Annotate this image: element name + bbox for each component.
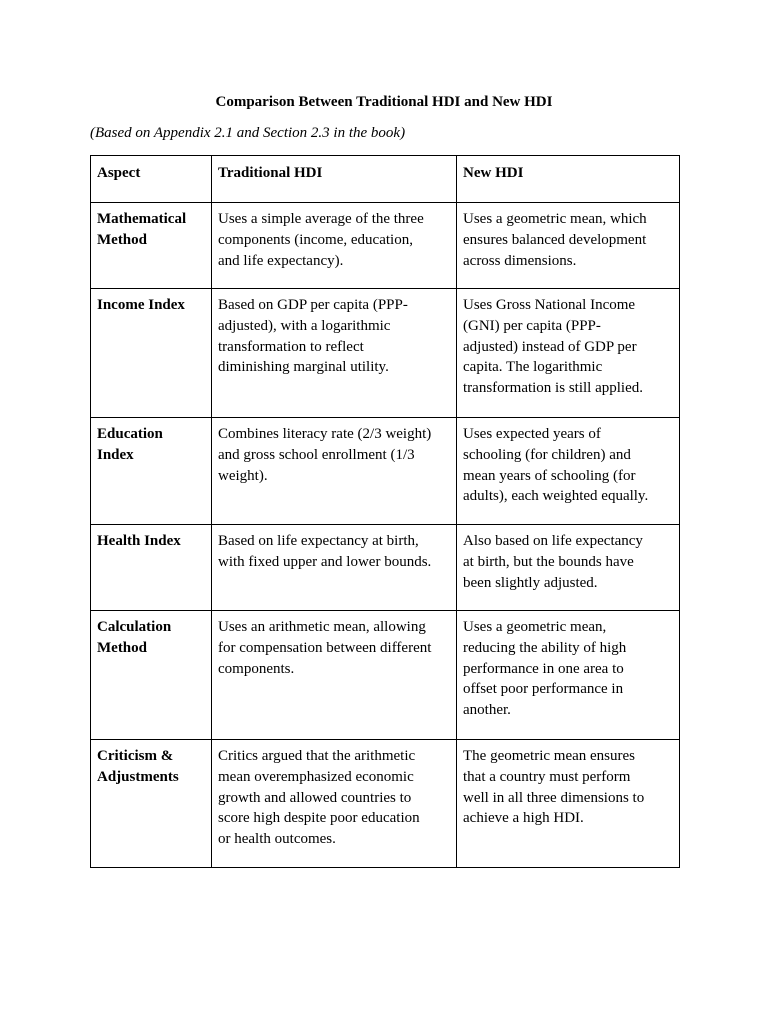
cell-line: adults), each weighted equally. bbox=[463, 488, 649, 505]
cell-line: Uses a simple average of the three bbox=[218, 211, 424, 227]
cell-line: (GNI) per capita (PPP- bbox=[463, 317, 601, 334]
table-row bbox=[91, 418, 680, 525]
cell-line: performance in one area to bbox=[463, 660, 624, 677]
cell-line: Adjustments bbox=[97, 768, 179, 785]
cell-line: Mathematical bbox=[97, 211, 187, 227]
cell-line: for compensation between different bbox=[218, 639, 432, 656]
cell-line: Based on life expectancy at birth, bbox=[218, 533, 419, 549]
cell-line: capita. The logarithmic bbox=[463, 359, 603, 376]
cell-line: across dimensions. bbox=[463, 252, 577, 269]
aspect-cell bbox=[91, 525, 212, 611]
cell-line: with fixed upper and lower bounds. bbox=[218, 553, 432, 570]
cell-line: diminishing marginal utility. bbox=[218, 359, 389, 376]
table-row bbox=[91, 525, 680, 611]
new-cell bbox=[457, 525, 680, 611]
cell-line: adjusted), with a logarithmic bbox=[218, 317, 391, 334]
cell-line: Health Index bbox=[97, 533, 181, 549]
aspect-cell bbox=[91, 611, 212, 740]
table-row bbox=[91, 740, 680, 868]
cell-line: Uses a geometric mean, bbox=[463, 619, 607, 635]
table-row bbox=[91, 611, 680, 740]
new-cell bbox=[457, 418, 680, 525]
aspect-cell bbox=[91, 740, 212, 868]
table-row bbox=[91, 203, 680, 289]
header-cell-aspect: Aspect bbox=[91, 156, 212, 203]
cell-line: transformation to reflect bbox=[218, 338, 364, 355]
cell-line: at birth, but the bounds have bbox=[463, 553, 634, 570]
traditional-cell bbox=[212, 289, 457, 418]
new-cell bbox=[457, 289, 680, 418]
cell-line: offset poor performance in bbox=[463, 681, 624, 698]
cell-line: Calculation bbox=[97, 619, 172, 635]
traditional-cell bbox=[212, 203, 457, 289]
cell-line: and gross school enrollment (1/3 bbox=[218, 446, 415, 463]
cell-line: been slightly adjusted. bbox=[463, 574, 598, 591]
cell-line: Uses expected years of bbox=[463, 426, 601, 442]
cell-line: growth and allowed countries to bbox=[218, 789, 412, 806]
traditional-cell bbox=[212, 418, 457, 525]
cell-line: Critics argued that the arithmetic bbox=[218, 748, 416, 764]
cell-line: achieve a high HDI. bbox=[463, 810, 584, 827]
cell-line: mean years of schooling (for bbox=[463, 467, 636, 484]
cell-line: and life expectancy). bbox=[218, 252, 344, 269]
cell-line: Method bbox=[97, 231, 147, 248]
cell-line: Also based on life expectancy bbox=[463, 533, 643, 549]
table-row bbox=[91, 289, 680, 418]
cell-line: that a country must perform bbox=[463, 768, 631, 785]
cell-line: Criticism & bbox=[97, 748, 174, 764]
cell-line: weight). bbox=[218, 467, 268, 484]
cell-line: Based on GDP per capita (PPP- bbox=[218, 297, 408, 313]
document-subtitle: (Based on Appendix 2.1 and Section 2.3 in the book) bbox=[90, 125, 406, 141]
cell-line: Combines literacy rate (2/3 weight) bbox=[218, 426, 432, 442]
new-cell bbox=[457, 203, 680, 289]
traditional-cell bbox=[212, 525, 457, 611]
header-cell-traditional-hdi: Traditional HDI bbox=[212, 156, 457, 203]
cell-line: Method bbox=[97, 639, 147, 656]
cell-line: another. bbox=[463, 702, 511, 719]
cell-line: adjusted) instead of GDP per bbox=[463, 338, 637, 355]
document-title: Comparison Between Traditional HDI and New HDI bbox=[215, 94, 553, 110]
cell-line: Income Index bbox=[97, 297, 185, 313]
new-cell bbox=[457, 740, 680, 868]
cell-line: components. bbox=[218, 660, 295, 677]
cell-line: components (income, education, bbox=[218, 231, 413, 248]
cell-line: The geometric mean ensures bbox=[463, 748, 636, 764]
cell-line: mean overemphasized economic bbox=[218, 768, 414, 785]
table-header-row bbox=[91, 156, 680, 203]
traditional-cell bbox=[212, 740, 457, 868]
cell-line: Uses an arithmetic mean, allowing bbox=[218, 619, 426, 635]
cell-line: Uses a geometric mean, which bbox=[463, 211, 647, 227]
cell-line: Education bbox=[97, 426, 163, 442]
cell-line: ensures balanced development bbox=[463, 231, 647, 248]
traditional-cell bbox=[212, 611, 457, 740]
aspect-cell bbox=[91, 289, 212, 418]
cell-line: score high despite poor education bbox=[218, 810, 420, 827]
cell-line: or health outcomes. bbox=[218, 831, 336, 848]
cell-line: reducing the ability of high bbox=[463, 639, 627, 656]
aspect-cell bbox=[91, 418, 212, 525]
cell-line: Uses Gross National Income bbox=[463, 297, 636, 313]
cell-line: schooling (for children) and bbox=[463, 446, 631, 463]
cell-line: transformation is still applied. bbox=[463, 380, 643, 397]
header-cell-new-hdi: New HDI bbox=[457, 156, 680, 203]
cell-line: well in all three dimensions to bbox=[463, 789, 645, 806]
comparison-table bbox=[90, 155, 680, 868]
new-cell bbox=[457, 611, 680, 740]
cell-line: Index bbox=[97, 446, 134, 463]
aspect-cell bbox=[91, 203, 212, 289]
